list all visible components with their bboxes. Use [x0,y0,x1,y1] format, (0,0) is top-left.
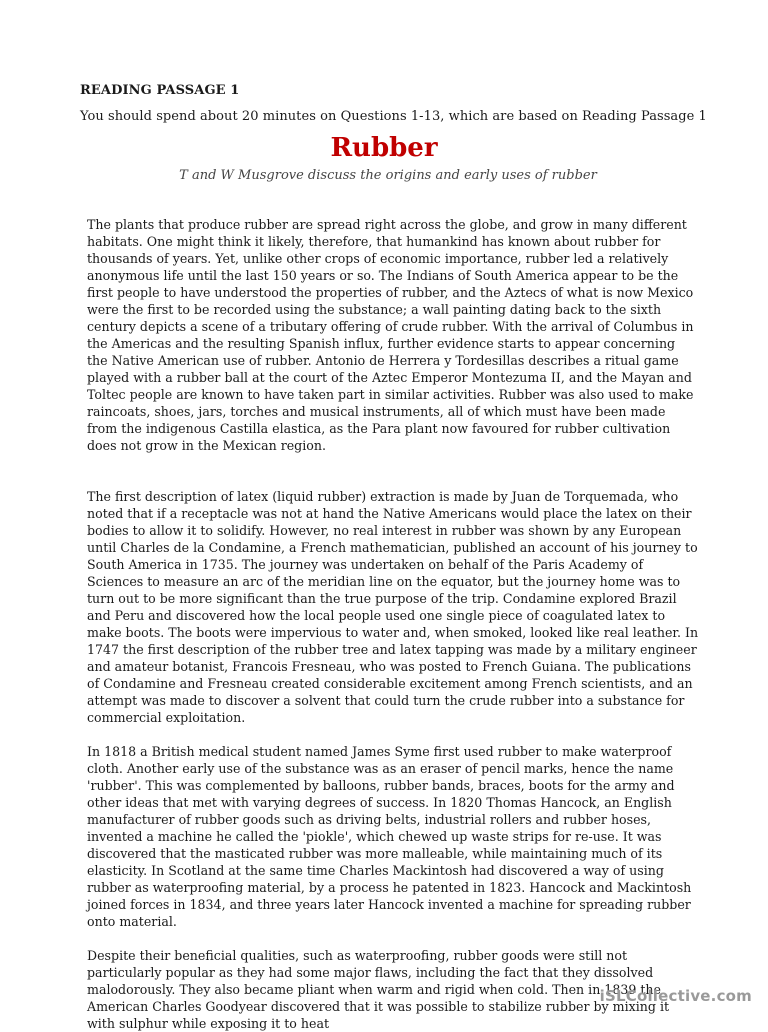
article-subtitle: T and W Musgrove discuss the origins and early uses of rubber [179,168,597,183]
watermark-logo: iSLCollective.com [599,987,752,1005]
paragraph-2: The first description of latex (liquid rubber) extraction is made by Juan de Torquemada, who noted that if a receptacle was not at hand the Native Americans would place the latex on their bodies to allow it to solidify. However, no real interest in rubber was shown by any European until Charles de la Condamine, a French mathematician, published an account of his journey to South America in 1735. The journey was undertaken on behalf of the Paris Academy of Sciences to measure an arc of the meridian line on the equator, but the journey home was to turn out to be more significant than the true purpose of the trip. Condamine explored Brazil and Peru and discovered how the local people used one single piece of coagulated latex to make boots. The boots were impervious to water and, when smoked, looked like real leather. In 1747 the first description of the rubber tree and latex tapping was made by a military engineer and amateur botanist, Francois Fresneau, who was posted to French Guiana. The publications of Condamine and Fresneau created considerable excitement among French scientists, and an attempt was made to discover a solvent that could turn the crude rubber into a substance for commercial exploitation. [87,489,699,725]
section-heading: READING PASSAGE 1 [80,83,240,98]
paragraph-4: Despite their beneficial qualities, such as waterproofing, rubber goods were still not particularly popular as they had some major flaws, including the fact that they dissolved malodorously. They also became pliant when warm and rigid when cold. Then in 1839 the American Charles Goodyear discovered that it was possible to stabilize rubber by mixing it with sulphur while exposing it to heat [87,948,670,1031]
instruction-text: You should spend about 20 minutes on Questions 1-13, which are based on Reading Passage 1 [80,109,707,124]
paragraph-3: In 1818 a British medical student named James Syme first used rubber to make waterproof cloth. Another early use of the substance was as an eraser of pencil marks, hence the name 'rubber'. This was complemented by balloons, rubber bands, braces, boots for the army and other ideas that met with varying degrees of success. In 1820 Thomas Hancock, an English manufacturer of rubber goods such as driving belts, industrial rollers and rubber hoses, invented a machine he called the 'piokle', which chewed up waste strips for re-use. It was discovered that the masticated rubber was more malleable, while maintaining much of its elasticity. In Scotland at the same time Charles Mackintosh had discovered a way of using rubber as waterproofing material, by a process he patented in 1823. Hancock and Mackintosh joined forces in 1834, and three years later Hancock invented a machine for spreading rubber onto material. [87,744,692,929]
paragraph-1: The plants that produce rubber are spread right across the globe, and grow in many different habitats. One might think it likely, therefore, that humankind has known about rubber for thousands of years. Yet, unlike other crops of economic importance, rubber led a relatively anonymous life until the last 150 years or so. The Indians of South America appear to be the first people to have understood the properties of rubber, and the Aztecs of what is now Mexico were the first to be recorded using the substance; a wall painting dating back to the sixth century depicts a scene of a tributary offering of crude rubber. With the arrival of Columbus in the Americas and the resulting Spanish influx, further evidence starts to appear concerning the Native American use of rubber. Antonio de Herrera y Tordesillas describes a ritual game played with a rubber ball at the court of the Aztec Emperor Montezuma II, and the Mayan and Toltec people are known to have taken part in similar activities. Rubber was also used to make raincoats, shoes, jars, torches and musical instruments, all of which must have been made from the indigenous Castilla elastica, as the Para plant now favoured for rubber cultivation does not grow in the Mexican region. [87,217,694,453]
article-body [87,216,699,1032]
article-title: Rubber [330,133,438,163]
